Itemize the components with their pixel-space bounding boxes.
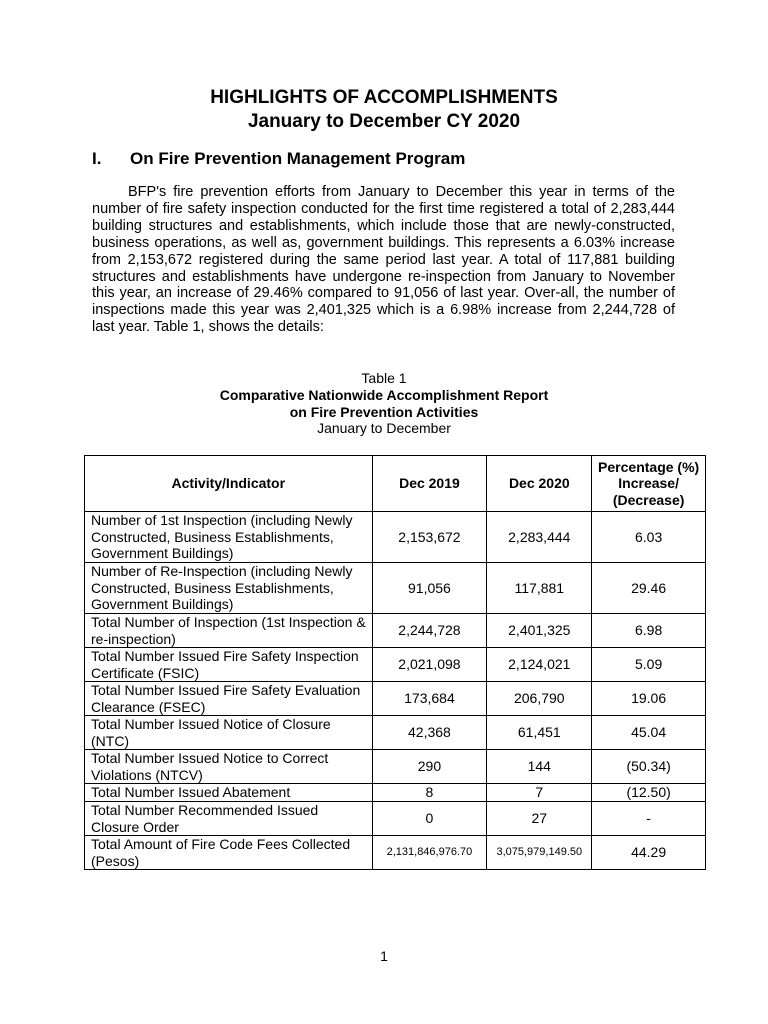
row-activity: Number of Re-Inspection (including Newly Constructed, Business Establishments, Government Buildings) [85,563,373,614]
row-dec-2020: 206,790 [487,682,592,716]
row-dec-2020: 2,283,444 [487,512,592,563]
row-dec-2020: 2,401,325 [487,614,592,648]
document-title: HIGHLIGHTS OF ACCOMPLISHMENTS [210,87,558,108]
table-row [85,512,706,563]
body-paragraph: BFP's fire prevention efforts from January to December this year in terms of the number of fire safety inspection conducted for the first time registered a total of 2,283,444 building structures and establishments, which include those that are newly-constructed, business operations, as well as, government buildings. This represents a 6.03% increase from 2,153,672 registered during the same period last year. A total of 117,881 building structures and establishments have undergone re-inspection from January to November this year, an increase of 29.46% compared to 91,056 of last year. Over-all, the number of inspections made this year was 2,401,325 which is a 6.98% increase from 2,244,728 of last year. Table 1, shows the details: [92,184,675,336]
table-row [85,784,706,802]
header-percentage: Percentage (%) Increase/ (Decrease) [592,456,706,512]
row-activity: Total Amount of Fire Code Fees Collected (Pesos) [85,836,373,870]
row-dec-2019: 8 [372,784,487,802]
table-row [85,648,706,682]
row-activity: Total Number Issued Abatement [85,784,373,802]
row-activity: Number of 1st Inspection (including Newly Constructed, Business Establishments, Government Buildings) [85,512,373,563]
section-number: I. [92,149,102,168]
page-number: 1 [380,948,388,964]
row-percentage: 44.29 [592,836,706,870]
row-dec-2019: 42,368 [372,716,487,750]
accomplishment-table [84,455,706,870]
row-dec-2020: 144 [487,750,592,784]
row-percentage: 6.98 [592,614,706,648]
table-label: Table 1 [361,370,407,386]
section-heading [92,148,465,170]
row-dec-2019: 2,153,672 [372,512,487,563]
table-row [85,716,706,750]
table-period: January to December [317,420,451,436]
row-percentage: 5.09 [592,648,706,682]
section-title: On Fire Prevention Management Program [130,149,466,168]
table-row [85,802,706,836]
row-dec-2019: 0 [372,802,487,836]
row-activity: Total Number Issued Notice to Correct Violations (NTCV) [85,750,373,784]
row-activity: Total Number of Inspection (1st Inspection & re-inspection) [85,614,373,648]
table-title-line2: on Fire Prevention Activities [289,404,479,420]
row-dec-2019: 2,131,846,976.70 [372,836,487,870]
header-activity: Activity/Indicator [85,456,373,512]
table-header-row [85,456,706,512]
row-dec-2019: 290 [372,750,487,784]
row-dec-2019: 2,021,098 [372,648,487,682]
row-activity: Total Number Recommended Issued Closure Order [85,802,373,836]
row-activity: Total Number Issued Notice of Closure (NTC) [85,716,373,750]
table-row [85,614,706,648]
header-dec-2020: Dec 2020 [487,456,592,512]
table-row [85,682,706,716]
table-row [85,563,706,614]
table-row [85,750,706,784]
row-dec-2019: 2,244,728 [372,614,487,648]
row-dec-2020: 2,124,021 [487,648,592,682]
row-dec-2019: 91,056 [372,563,487,614]
table-title-line1: Comparative Nationwide Accomplishment Report [219,387,549,403]
row-percentage: 6.03 [592,512,706,563]
document-subtitle: January to December CY 2020 [247,111,521,132]
row-dec-2020: 7 [487,784,592,802]
row-dec-2020: 3,075,979,149.50 [487,836,592,870]
row-dec-2020: 27 [487,802,592,836]
row-percentage: 19.06 [592,682,706,716]
row-dec-2019: 173,684 [372,682,487,716]
row-activity: Total Number Issued Fire Safety Inspection Certificate (FSIC) [85,648,373,682]
row-percentage: (12.50) [592,784,706,802]
row-percentage: 45.04 [592,716,706,750]
row-dec-2020: 117,881 [487,563,592,614]
row-dec-2020: 61,451 [487,716,592,750]
row-percentage: 29.46 [592,563,706,614]
row-percentage: - [592,802,706,836]
row-activity: Total Number Issued Fire Safety Evaluation Clearance (FSEC) [85,682,373,716]
table-row [85,836,706,870]
row-percentage: (50.34) [592,750,706,784]
header-dec-2019: Dec 2019 [372,456,487,512]
